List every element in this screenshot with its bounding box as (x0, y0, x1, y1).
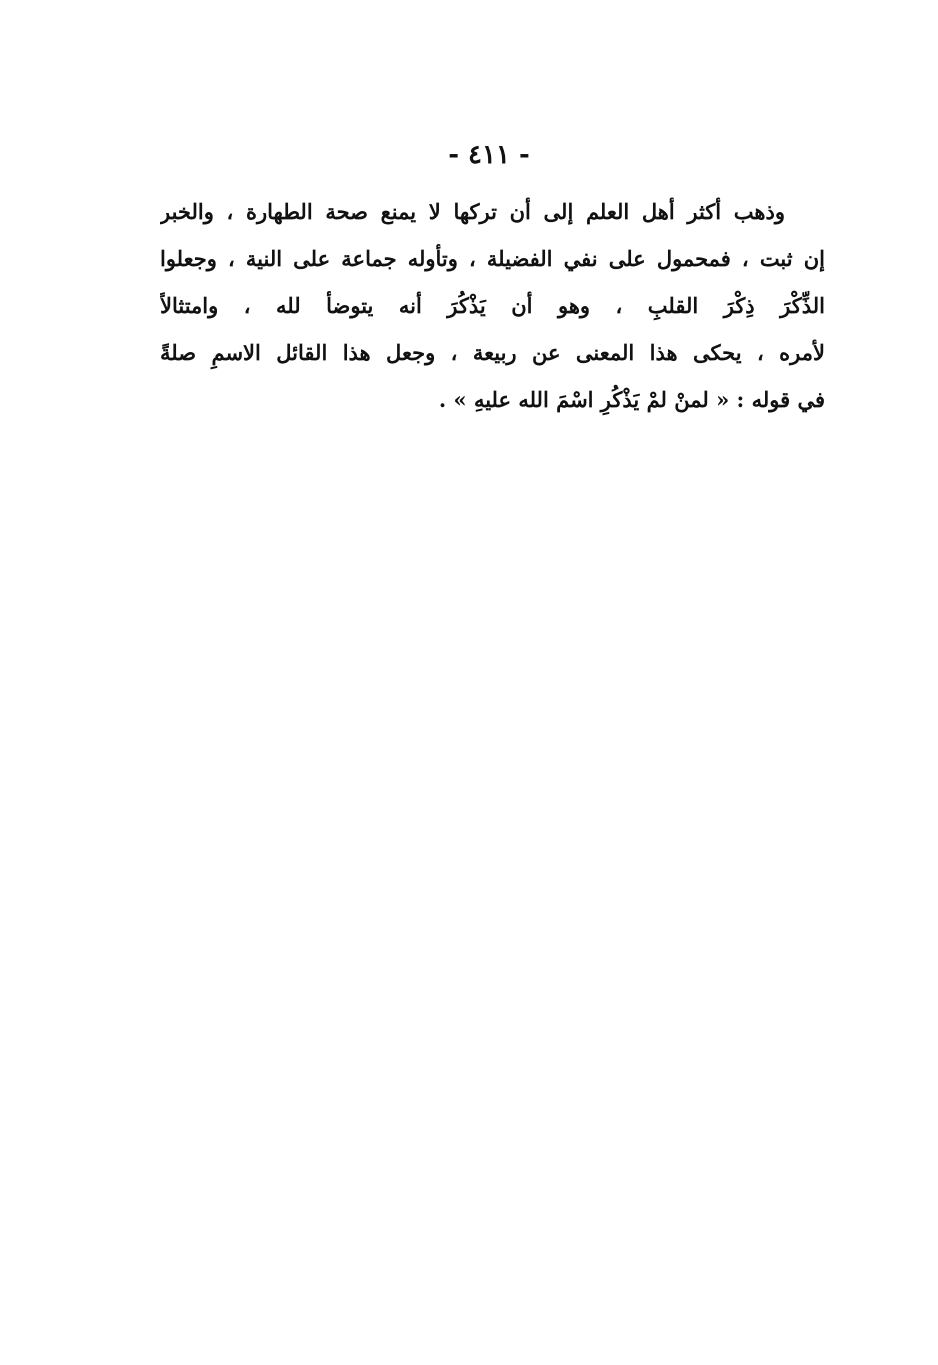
page-number: - ٤١١ - (448, 140, 530, 170)
text-line: إن ثبت ، فمحمول على نفي الفضيلة ، وتأوله جماعة على النية ، وجعلوا (160, 246, 825, 271)
text-line: وذهب أكثر أهل العلم إلى أن تركها لا يمنع صحة الطهارة ، والخبر (160, 199, 785, 224)
body-paragraph (160, 188, 825, 423)
text-line: الذِّكْرَ ذِكْرَ القلبِ ، وهو أن يَذْكُرَ أنه يتوضأ لله ، وامتثالاً (160, 293, 825, 318)
text-line: لأمره ، يحكى هذا المعنى عن ربيعة ، وجعل هذا القائل الاسمِ صلةً (160, 340, 825, 365)
text-line: في قوله : « لمنْ لمْ يَذْكُرِ اسْمَ الله عليهِ » . (438, 387, 825, 412)
